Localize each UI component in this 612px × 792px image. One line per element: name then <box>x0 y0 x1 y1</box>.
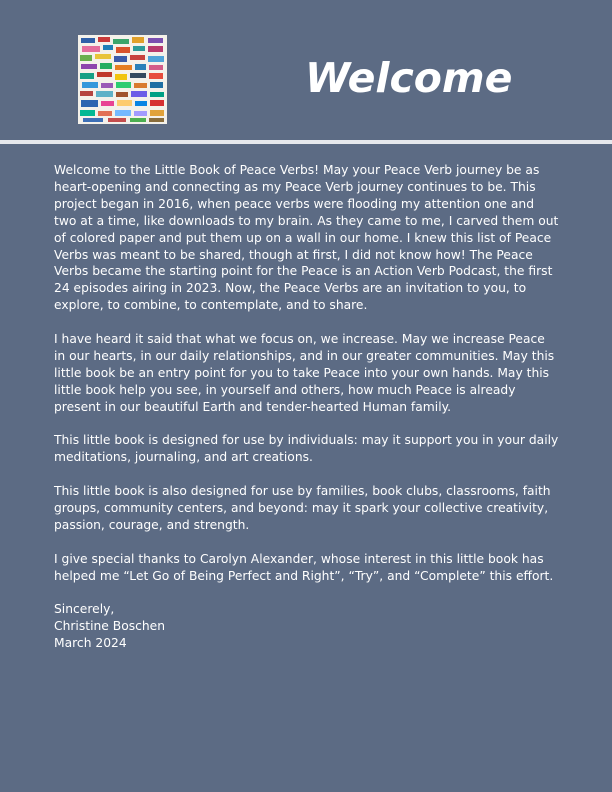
header-divider <box>0 140 612 144</box>
peace-verbs-collage-image <box>78 35 167 124</box>
letter-date: March 2024 <box>54 636 127 651</box>
closing: Sincerely, <box>54 602 115 617</box>
signature-name: Christine Boschen <box>54 619 166 634</box>
letter-body <box>54 162 559 652</box>
paragraph-individuals: This little book is designed for use by individuals: may it support you in your daily meditations, journaling, and art creations. <box>54 433 559 465</box>
paragraph-focus: I have heard it said that what we focus on, we increase. May we increase Peace in our hearts, in our daily relationships, and in our greater communities. May this little book be an entry point for you to take Peace into your own hands. May this little book help you see, in yourself and others, how much Peace is already present in our beautiful Earth and tender-hearted Human family. <box>54 332 555 414</box>
paragraph-groups: This little book is also designed for use by families, book clubs, classrooms, faith groups, community centers, and beyond: may it spark your collective creativity, passion, courage, and strength. <box>54 484 551 532</box>
paragraph-thanks: I give special thanks to Carolyn Alexander, whose interest in this little book has helped me “Let Go of Being Perfect and Right”, “Try”, and “Complete” this effort. <box>54 551 554 583</box>
paragraph-intro: Welcome to the Little Book of Peace Verbs! May your Peace Verb journey be as heart-opening and connecting as my Peace Verb journey continues to be. This project began in 2016, when peace verbs were flooding my attention one and two at a time, like downloads to my brain. As they came to me, I carved them out of colored paper and put them up on a wall in our home. I knew this list of Peace Verbs was meant to be shared, though at first, I did not know how! The Peace Verbs became the starting point for the Peace is an Action Verb Podcast, the first 24 episodes airing in 2023. Now, the Peace Verbs are an invitation to you, to explore, to combine, to contemplate, and to share. <box>54 163 559 313</box>
page-title: Welcome <box>305 54 513 102</box>
